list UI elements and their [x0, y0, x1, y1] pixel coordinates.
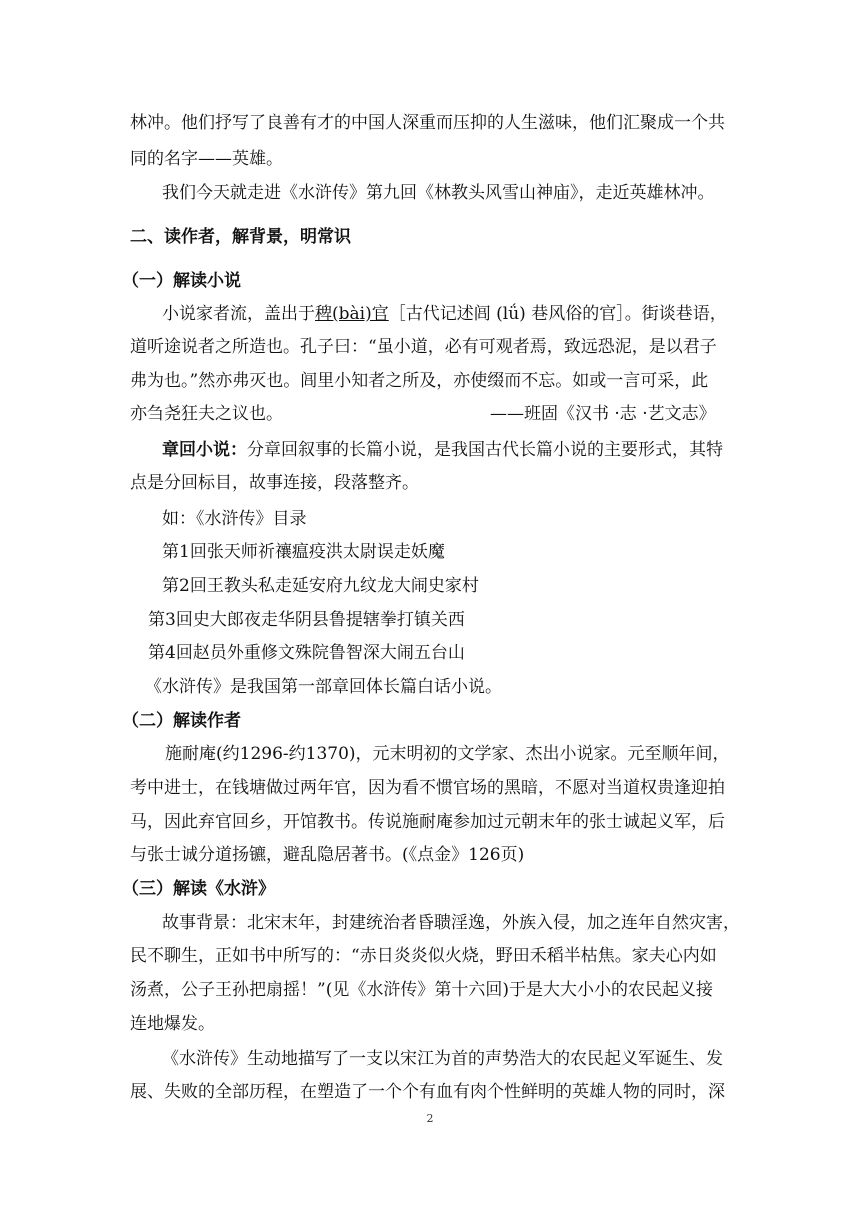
chapter-title: 第1回张天师祈禳瘟疫洪太尉误走妖魔 — [162, 542, 445, 562]
chapter-title: 第3回史大郎夜走华阴县鲁提辖拳打镇关西 — [148, 610, 465, 630]
subsection-heading: （三）解读《水浒》 — [122, 879, 275, 899]
text-line: 马，因此弃官回乡，开馆教书。传说施耐庵参加过元朝末年的张士诚起义军，后 — [130, 812, 725, 832]
quote-source: ——班固《汉书 ·志 ·艺文志》 — [490, 404, 716, 424]
subsection-heading: （二）解读作者 — [122, 711, 241, 731]
text-line: 如：《水浒传》目录 — [162, 509, 307, 529]
quote-line: 弗为也。”然亦弗灭也。闾里小知者之所及，亦使缀而不忘。如或一言可采，此 — [130, 371, 709, 391]
text-line: 汤煮，公子王孙把扇摇！”(见《水浒传》第十六回)于是大大小小的农民起义接 — [130, 980, 713, 1000]
text-line: 与张士诚分道扬镳，避乱隐居著书。(《点金》126页) — [130, 845, 525, 865]
text-line: 《水浒传》生动地描写了一支以宋江为首的声势浩大的农民起义军诞生、发 — [162, 1049, 723, 1069]
quote-line — [162, 303, 727, 325]
definition-term: 章回小说： — [162, 440, 247, 460]
text-line: 展、失败的全部历程，在塑造了一个个有血有肉个性鲜明的英雄人物的同时，深 — [130, 1082, 725, 1102]
text-line: 连地爆发。 — [130, 1014, 215, 1034]
quote-text: ［古代记述闾 (lǘ) 巷风俗的官］。街谈巷语， — [388, 304, 727, 324]
text-line: 《水浒传》是我国第一部章回体长篇白话小说。 — [145, 677, 502, 697]
text-line: 同的名字——英雄。 — [130, 149, 283, 169]
text-line: 考中进士，在钱塘做过两年官，因为看不惯官场的黑暗，不愿对当道权贵逢迎拍 — [130, 778, 725, 798]
definition-text: 分章回叙事的长篇小说，是我国古代长篇小说的主要形式，其特 — [247, 440, 723, 460]
chapter-title: 第2回王教头私走延安府九纹龙大闹史家村 — [162, 576, 479, 596]
text-line: 林冲。他们抒写了良善有才的中国人深重而压抑的人生滋味，他们汇聚成一个共 — [130, 113, 725, 133]
subsection-heading: （一）解读小说 — [122, 271, 241, 291]
quote-line: 亦刍尧狂夫之议也。 — [130, 404, 283, 424]
chapter-title: 第4回赵员外重修文殊院鲁智深大闹五台山 — [148, 643, 465, 663]
text-line: 故事背景：北宋末年，封建统治者昏聩淫逸，外族入侵，加之连年自然灾害， — [162, 913, 740, 933]
text-line: 点是分回标目，故事连接，段落整齐。 — [130, 473, 419, 493]
quote-text: 小说家者流，盖出于 — [162, 304, 315, 324]
text-line: 我们今天就走进《水浒传》第九回《林教头风雪山神庙》，走近英雄林冲。 — [162, 183, 715, 203]
underlined-term: 稗(bài)官 — [315, 304, 389, 324]
definition-line — [162, 439, 723, 461]
text-line: 施耐庵(约1296-约1370)，元末明初的文学家、杰出小说家。元至顺年间， — [165, 744, 730, 764]
text-line: 民不聊生，正如书中所写的：“赤日炎炎似火烧，野田禾稻半枯焦。家夫心内如 — [130, 946, 717, 966]
quote-line: 道听途说者之所造也。孔子曰：“虽小道，必有可观者焉，致远恐泥，是以君子 — [130, 337, 717, 357]
page-number: 2 — [426, 1112, 434, 1125]
section-heading: 二、读作者，解背景，明常识 — [130, 227, 351, 247]
